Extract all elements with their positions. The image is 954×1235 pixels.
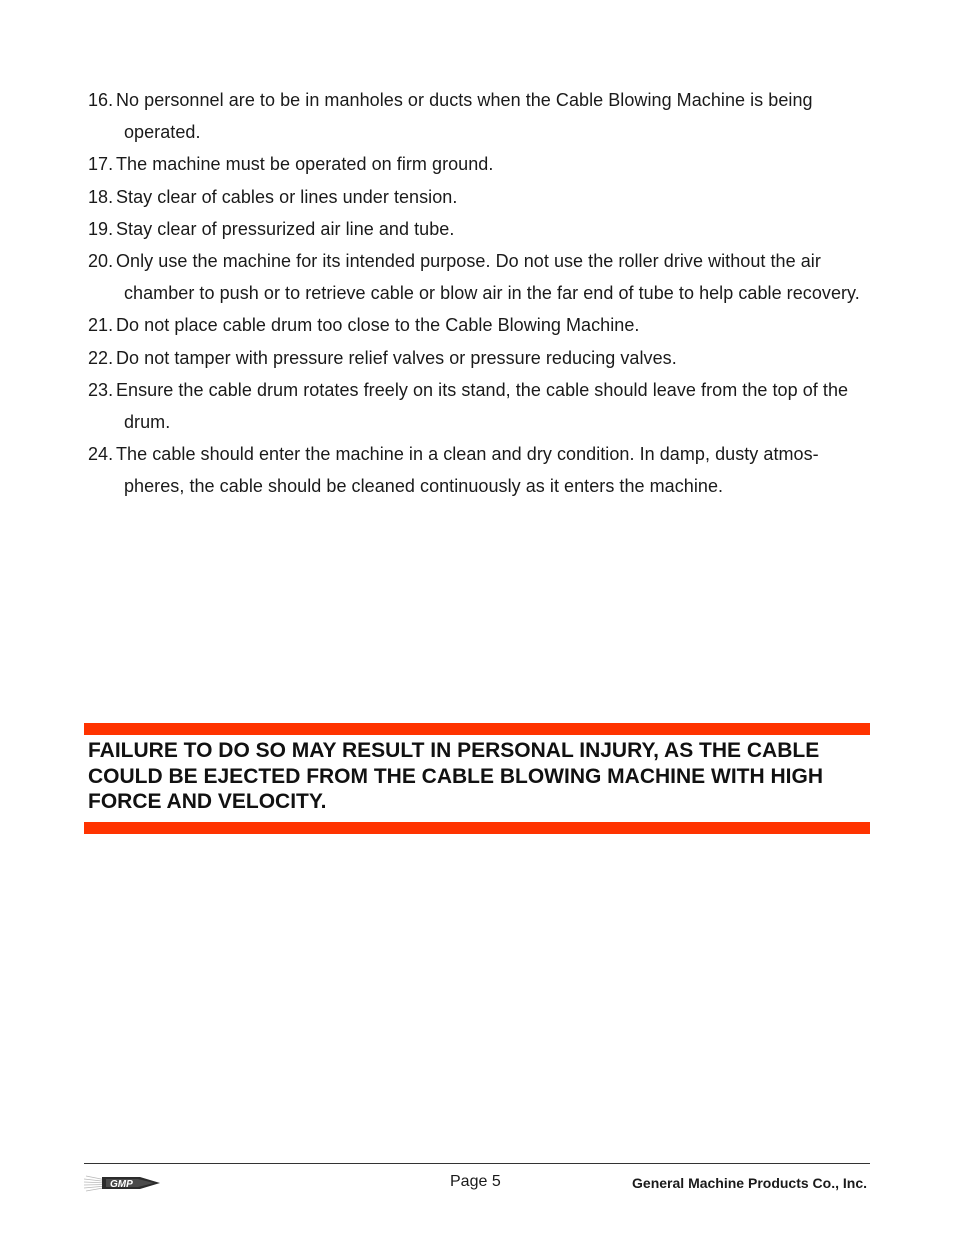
list-item (88, 245, 868, 309)
list-item (88, 181, 868, 213)
gmp-logo (84, 1170, 164, 1196)
item-text: Do not tamper with pressure relief valves or pressure reducing valves. (116, 347, 677, 368)
list-item (88, 374, 868, 438)
item-number: 17. (88, 154, 114, 175)
item-number: 21. (88, 315, 114, 336)
safety-list (88, 84, 868, 503)
warning-bar-top (84, 723, 870, 735)
item-number: 24. (88, 444, 114, 465)
item-text: Only use the machine for its intended purpose. Do not use the roller drive without the air chamber to push or to retrieve cable or blow air in the far end of tube to help cable recovery. (116, 251, 860, 304)
footer-divider (84, 1163, 870, 1164)
item-number: 19. (88, 218, 114, 239)
warning-bar-bottom (84, 822, 870, 834)
list-item (88, 342, 868, 374)
list-item (88, 84, 868, 148)
list-item (88, 309, 868, 341)
page-number: Page 5 (450, 1173, 501, 1190)
item-text: Ensure the cable drum rotates freely on its stand, the cable should leave from the top of the drum. (116, 379, 849, 433)
list-item (88, 213, 868, 245)
item-text: Stay clear of cables or lines under tension. (116, 186, 458, 207)
item-text: No personnel are to be in manholes or ducts when the Cable Blowing Machine is being operated. (116, 90, 813, 143)
warning-text: FAILURE TO DO SO MAY RESULT IN PERSONAL INJURY, AS THE CABLE COULD BE EJECTED FROM THE CABLE BLOWING MACHINE WITH HIGH FORCE AND VELOCITY. (88, 739, 823, 813)
item-number: 22. (88, 347, 114, 368)
item-text: The machine must be operated on firm ground. (116, 154, 494, 175)
item-text: Stay clear of pressurized air line and tube. (116, 218, 455, 239)
company-name: General Machine Products Co., Inc. (632, 1175, 867, 1191)
item-number: 18. (88, 186, 114, 207)
item-text: The cable should enter the machine in a clean and dry condition. In damp, dusty atmos-pheres, the cable should be cleaned continuously as it enters the machine. (116, 444, 819, 497)
item-number: 23. (88, 379, 114, 400)
list-item (88, 148, 868, 180)
item-number: 20. (88, 251, 114, 272)
logo-text: GMP (110, 1179, 133, 1190)
list-item (88, 438, 868, 502)
item-number: 16. (88, 90, 114, 110)
item-text: Do not place cable drum too close to the Cable Blowing Machine. (116, 315, 640, 336)
